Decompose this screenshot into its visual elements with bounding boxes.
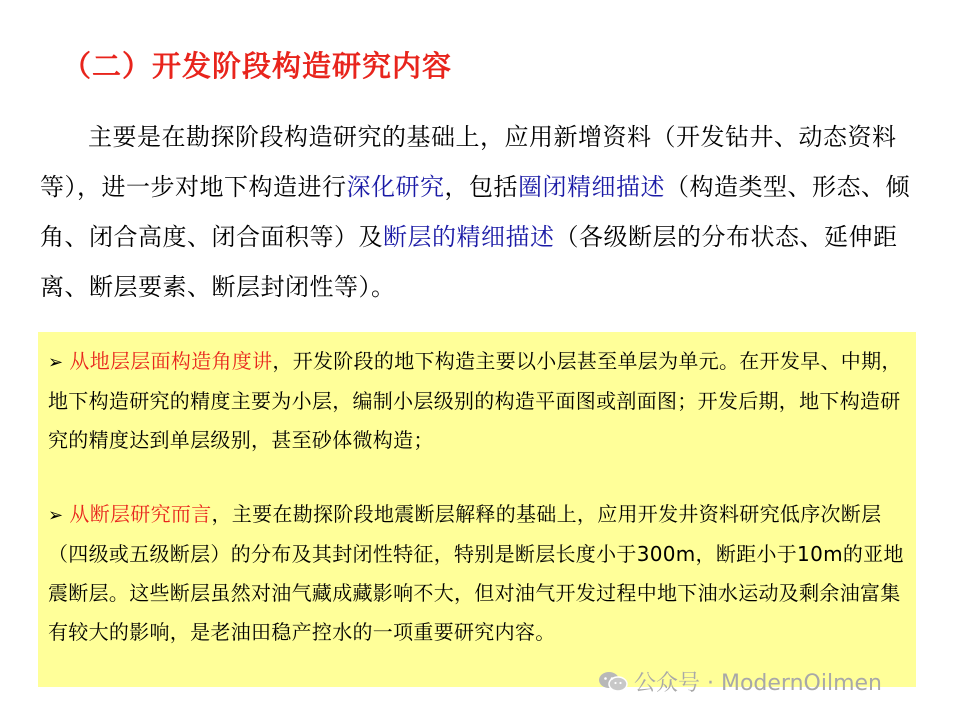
bullet-heading-strata: 从地层层面构造角度讲 [69, 349, 273, 373]
intro-highlight-deepening: 深化研究 [346, 173, 445, 201]
bullet-paragraph-strata [48, 342, 908, 460]
bullet-paragraph-fault [48, 495, 908, 652]
intro-paragraph [40, 112, 920, 312]
intro-text-4: （各级断层的分布状态、延伸距离、断层要素、断层封闭性等）。 [40, 223, 898, 301]
wechat-icon [598, 670, 628, 694]
intro-text-1: 主要是在勘探阶段构造研究的基础上，应用新增资料（开发钻井、动态资料等），进一步对地下构造进行 [40, 123, 897, 201]
bullet-arrow-icon: ➢ [48, 505, 64, 526]
intro-highlight-trap: 圈闭精细描述 [518, 173, 665, 201]
section-title: （二）开发阶段构造研究内容 [62, 49, 453, 83]
watermark [598, 666, 882, 697]
bullet-arrow-icon: ➢ [48, 352, 64, 373]
bullet-heading-fault: 从断层研究而言 [69, 502, 212, 526]
intro-text-3: （构造类型、形态、倾角、闭合高度、闭合面积等）及 [40, 173, 910, 251]
bullet-text-fault: ，主要在勘探阶段地震断层解释的基础上，应用开发井资料研究低序次断层（四级或五级断层）的分布及其封闭性特征，特别是断层长度小于300m，断距小于10m的亚地震断层。这些断层虽然对油气藏成藏影响不大，但对油气开发过程中地下油水运动及剩余油富集有较大的影响，是老油田稳产控水的一项重要研究内容。 [48, 502, 904, 644]
intro-highlight-fault: 断层的精细描述 [383, 223, 555, 251]
intro-text-2: ，包括 [444, 173, 518, 201]
highlight-box [38, 332, 916, 687]
bullet-text-strata: ，开发阶段的地下构造主要以小层甚至单层为单元。在开发早、中期，地下构造研究的精度主要为小层，编制小层级别的构造平面图或剖面图；开发后期，地下构造研究的精度达到单层级别，甚至砂体微构造； [48, 349, 902, 452]
watermark-text: 公众号 · ModernOilmen [634, 671, 882, 696]
